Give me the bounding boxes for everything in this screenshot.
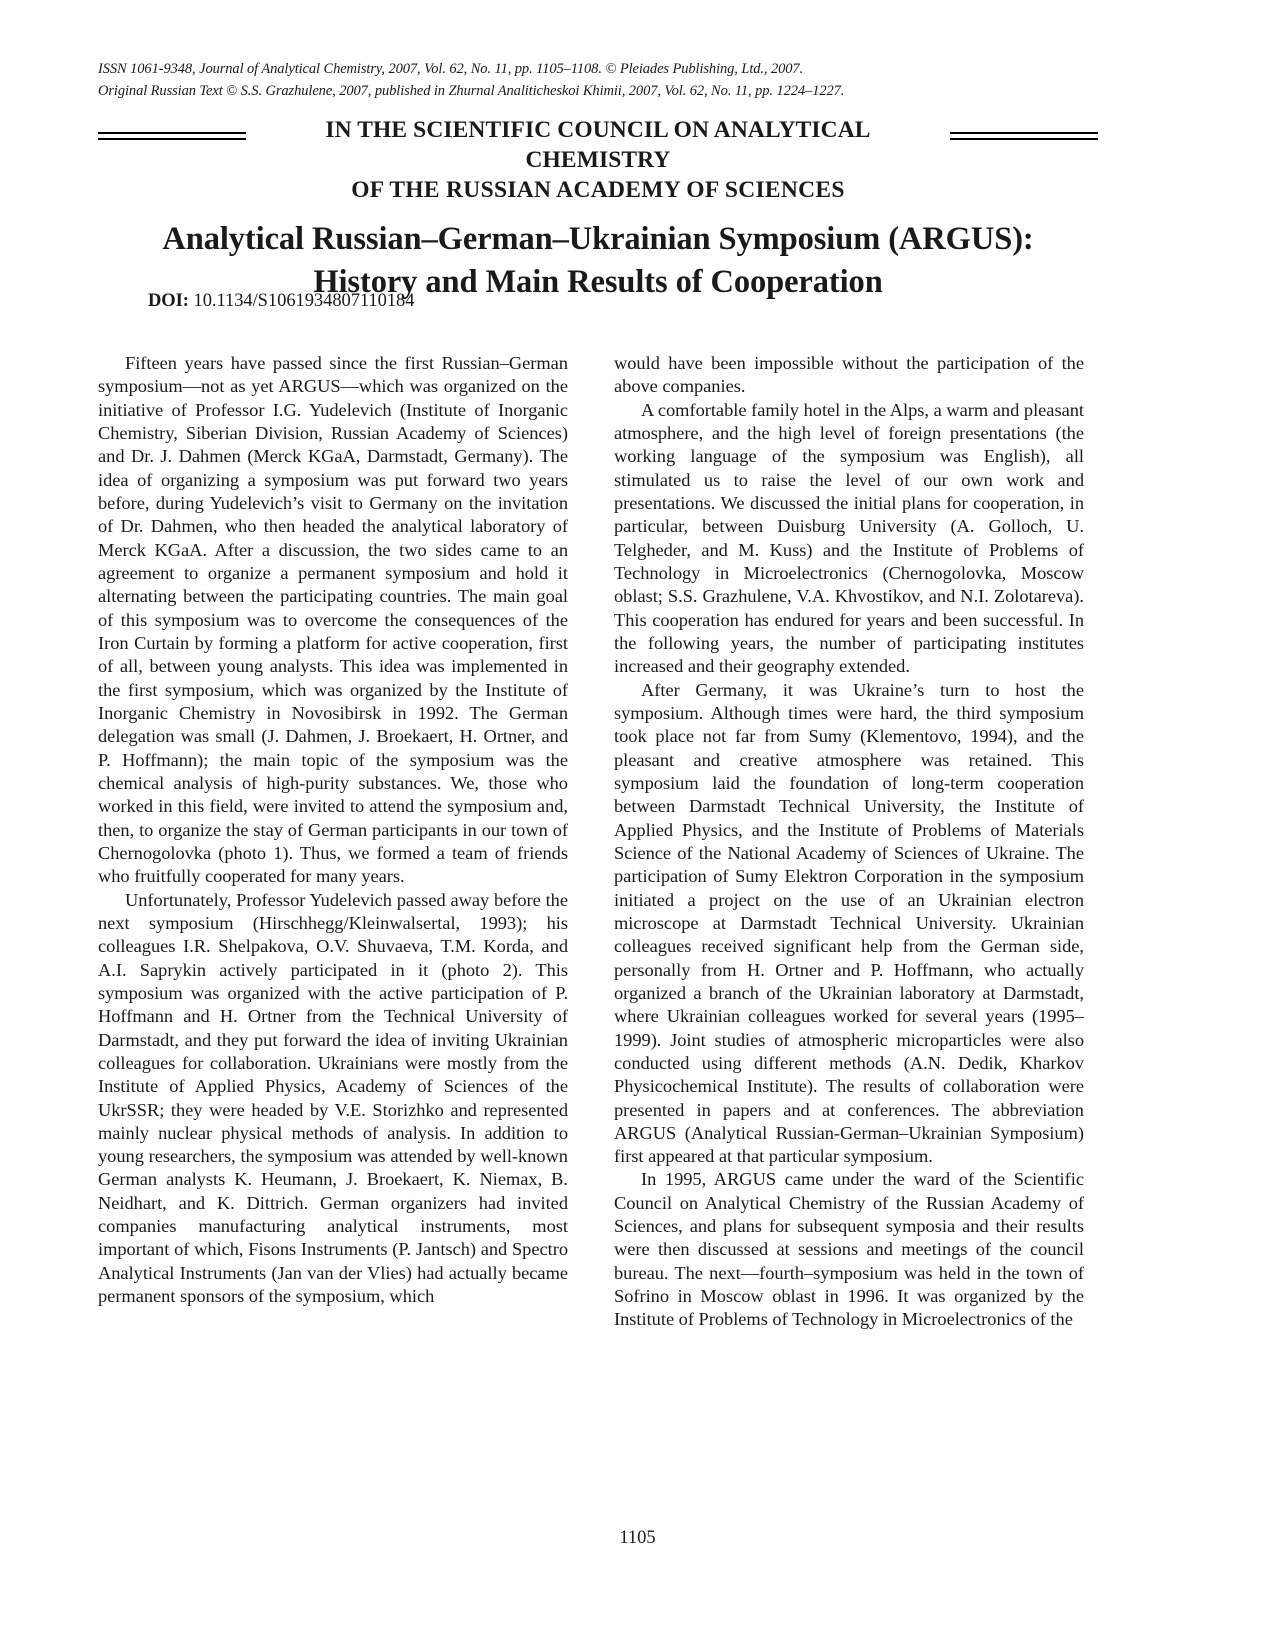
paragraph: A comfortable family hotel in the Alps, a warm and pleasant atmosphere, and the high level of foreign presentations (the working language of the symposium was English), all stimulated us to raise the level of our own work and presentations. We discussed the initial plans for cooperation, in particular, between Duisburg University (A. Golloch, U. Telgheder, and M. Kuss) and the Institute of Problems of Technology in Microelectronics (Chernogolovka, Moscow oblast; S.S. Grazhulene, V.A. Khvostikov, and N.I. Zolotareva). This cooperation has endured for years and been successful. In the following years, the number of participating institutes increased and their geography extended. xyxy=(614,399,1084,677)
doi-label: DOI: xyxy=(148,291,189,311)
journal-masthead xyxy=(98,58,1098,103)
doi-line xyxy=(148,291,414,312)
banner-heading xyxy=(246,115,950,205)
paragraph: After Germany, it was Ukraine’s turn to host the symposium. Although times were hard, the third symposium took place not far from Sumy (Klementovo, 1994), and the pleasant and creative atmosphere was retained. This symposium laid the foundation of long-term cooperation between Darmstadt Technical University, the Institute of Applied Physics, and the Institute of Problems of Materials Science of the National Academy of Sciences of Ukraine. The participation of Sumy Elektron Corporation in the symposium initiated a project on the use of an Ukrainian electron microscope at Darmstadt Technical University. Ukrainian colleagues received significant help from the German side, personally from H. Ortner and P. Hoffmann, who actually organized a branch of the Ukrainian laboratory at Darmstadt, where Ukrainian colleagues worked for several years (1995–1999). Joint studies of atmospheric microparticles were also conducted using different methods (A.N. Dedik, Kharkov Physicochemical Institute). The results of collaboration were presented in papers and at conferences. The abbreviation ARGUS (Analytical Russian-German–Ukrainian Symposium) first appeared at that particular symposium. xyxy=(614,679,1084,1167)
banner-heading-line-1: IN THE SCIENTIFIC COUNCIL ON ANALYTICAL CHEMISTRY xyxy=(325,117,871,174)
page-title-line-2: History and Main Results of Cooperation xyxy=(313,263,883,300)
paragraph: Fifteen years have passed since the first Russian–German symposium—not as yet ARGUS—which was organized on the initiative of Professor I.G. Yudelevich (Institute of Inorganic Chemistry, Siberian Division, Russian Academy of Sciences) and Dr. J. Dahmen (Merck KGaA, Darmstadt, Germany). The idea of organizing a symposium was put forward two years before, during Yudelevich’s visit to Germany on the invitation of Dr. Dahmen, who then headed the analytical laboratory of Merck KGaA. After a discussion, the two sides came to an agreement to organize a permanent symposium and hold it alternating between the participating countries. The main goal of this symposium was to overcome the consequences of the Iron Curtain by forming a platform for active cooperation, first of all, between young analysts. This idea was implemented in the first symposium, which was organized by the Institute of Inorganic Chemistry in Novosibirsk in 1992. The German delegation was small (J. Dahmen, J. Broekaert, H. Ortner, and P. Hoffmann); the main topic of the symposium was the chemical analysis of high-purity substances. We, those who worked in this field, were invited to attend the symposium and, then, to organize the stay of German participants in our town of Chernogolovka (photo 1). Thus, we formed a team of friends who fruitfully cooperated for many years. xyxy=(98,353,568,887)
council-banner xyxy=(98,115,1098,205)
body-columns xyxy=(98,352,1084,1332)
masthead-line-issn: ISSN 1061-9348, Journal of Analytical Chemistry, 2007, Vol. 62, No. 11, pp. 1105–1108. © Pleiades Publishing, Ltd., 2007. xyxy=(98,61,804,77)
paragraph: Unfortunately, Professor Yudelevich passed away before the next symposium (Hirschhegg/Kleinwalsertal, 1993); his colleagues I.R. Shelpakova, O.V. Shuvaeva, T.M. Korda, and A.I. Saprykin actively participated in it (photo 2). This symposium was organized with the active participation of P. Hoffmann and H. Ortner from the Technical University of Darmstadt, and they put forward the idea of inviting Ukrainian colleagues for collaboration. Ukrainians were mostly from the Institute of Applied Physics, Academy of Sciences of the UkrSSR; they were headed by V.E. Storizhko and represented mainly nuclear physical methods of analysis. In addition to young researchers, the symposium was attended by well-known German analysts K. Heumann, J. Broekaert, K. Niemax, B. Neidhart, and K. Dittrich. German organizers had invited companies manufacturing analytical instruments, most important of which, Fisons Instruments (P. Jantsch) and Spectro Analytical Instruments (Jan van der Vlies) had actually became permanent sponsors of the symposium, which xyxy=(98,889,568,1307)
banner-rule-right xyxy=(950,132,1098,140)
paragraph: would have been impossible without the participation of the above companies. xyxy=(614,353,1084,397)
column-left xyxy=(98,352,568,1332)
page-title-line-1: Analytical Russian–German–Ukrainian Symposium (ARGUS): xyxy=(162,220,1034,257)
paragraph: In 1995, ARGUS came under the ward of the Scientific Council on Analytical Chemistry of the Russian Academy of Sciences, and plans for subsequent symposia and their results were then discussed at sessions and meetings of the council bureau. The next—fourth–symposium was held in the town of Sofrino in Moscow oblast in 1996. It was organized by the Institute of Problems of Technology in Microelectronics of the xyxy=(614,1169,1084,1330)
banner-heading-line-2: OF THE RUSSIAN ACADEMY OF SCIENCES xyxy=(351,177,845,204)
masthead-line-original-text: Original Russian Text © S.S. Grazhulene, 2007, published in Zhurnal Analiticheskoi Khimii, 2007, Vol. 62, No. 11, pp. 1224–1227. xyxy=(98,83,845,100)
page-number: 1105 xyxy=(619,1528,656,1548)
doi-value[interactable]: 10.1134/S1061934807110184 xyxy=(193,291,415,311)
column-right xyxy=(614,352,1084,1332)
banner-rule-left xyxy=(98,132,246,140)
